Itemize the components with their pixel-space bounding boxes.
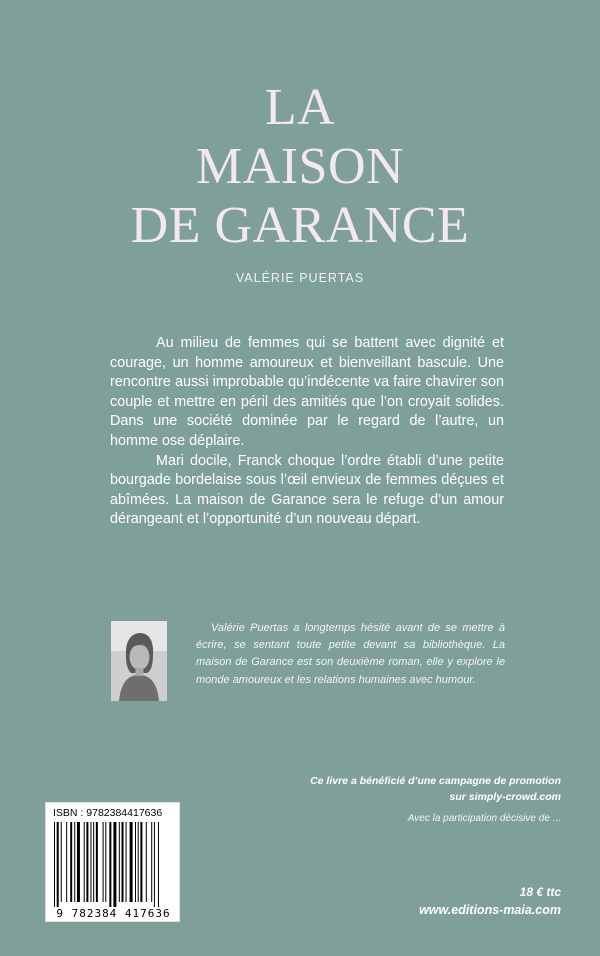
- isbn-digits: 9 782384 417636: [56, 907, 171, 920]
- title-line-2: MAISON: [195, 138, 405, 195]
- barcode-icon: [54, 822, 173, 907]
- barcode-bar: [74, 822, 75, 902]
- barcode-bar: [90, 822, 91, 902]
- barcode-bar: [130, 822, 133, 902]
- barcode-bar: [105, 822, 106, 902]
- partner-note: Avec la participation décisive de ...: [407, 813, 561, 824]
- promotion-line-1: Ce livre a bénéficié d’une campagne de promotion: [310, 775, 561, 787]
- barcode-bar: [70, 822, 72, 902]
- promotion-line-2: sur simply-crowd.com: [449, 791, 561, 803]
- barcode-bar: [93, 822, 94, 902]
- book-title: [0, 78, 600, 255]
- author-bio: [196, 620, 505, 689]
- barcode-bar: [109, 822, 111, 907]
- author-name: VALÉRIE PUERTAS: [235, 271, 365, 285]
- author-bio-text: Valérie Puertas a longtemps hésité avant de se mettre à écrire, se sentant toute petite devant sa bibliothèque. La maison de Garance est son deuxième roman, elle y explore le monde amoureux et les relations humaines avec humour.: [196, 622, 505, 686]
- barcode-bar: [66, 822, 67, 902]
- barcode-bar: [140, 822, 142, 902]
- author-photo: [111, 621, 167, 701]
- barcode-bar: [54, 822, 55, 907]
- barcode-bar: [77, 822, 80, 902]
- barcode-bar: [126, 822, 127, 902]
- barcode-bar: [122, 822, 124, 902]
- synopsis-paragraph-2: Mari docile, Franck choque l’ordre établi d’une petite bourgade bordelaise sous l’œil envieux de femmes déçues et abîmées. La maison de Garance sera le refuge d’un amour dérangeant et l’opportunité d’un nouveau départ.: [110, 452, 504, 528]
- barcode-bar: [151, 822, 152, 902]
- barcode-bar: [57, 822, 59, 907]
- publisher-website: www.editions-maia.com: [419, 903, 561, 917]
- barcode-bar: [113, 822, 116, 907]
- promotion-note: [261, 773, 561, 805]
- barcode-bar: [86, 822, 88, 902]
- barcode-bar: [146, 822, 147, 902]
- author-portrait-icon: [111, 621, 167, 701]
- barcode-bar: [103, 822, 104, 902]
- barcode-bar: [61, 822, 62, 902]
- barcode-bar: [119, 822, 120, 902]
- barcode-bar: [158, 822, 159, 907]
- barcode-bar: [135, 822, 136, 902]
- barcode-bar: [96, 822, 98, 902]
- barcode-bar: [154, 822, 155, 907]
- isbn-label: ISBN : 9782384417636: [53, 807, 163, 819]
- title-line-1: LA: [264, 79, 336, 136]
- synopsis: [110, 334, 504, 530]
- barcode-panel: [45, 802, 180, 922]
- barcode-bar: [138, 822, 139, 902]
- title-line-3: DE GARANCE: [130, 197, 470, 254]
- synopsis-paragraph-1: Au milieu de femmes qui se battent avec dignité et courage, un homme amoureux et bienveillant bascule. Une rencontre aussi improbable qu’indécente va faire chavirer son couple et mettre en péril des amitiés que l’on croyait solides. Dans une société dominée par le regard de l’autre, un homme ose déplaire.: [110, 335, 504, 449]
- barcode-bar: [84, 822, 85, 902]
- price: 18 € ttc: [519, 885, 561, 899]
